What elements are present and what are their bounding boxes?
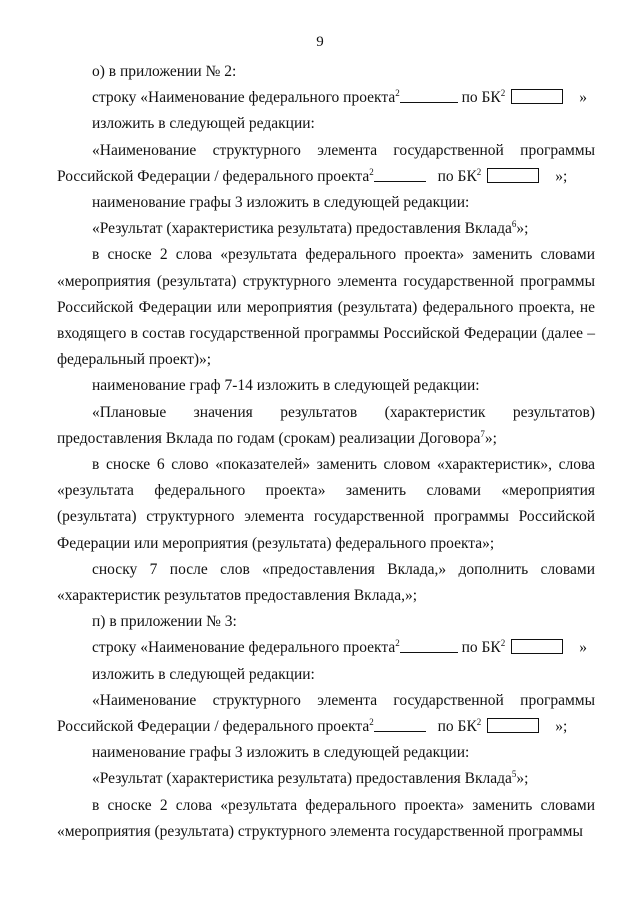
appendix3-original-line bbox=[57, 635, 595, 661]
footnote-ref: 2 bbox=[395, 638, 400, 649]
footnote-ref: 2 bbox=[369, 166, 374, 177]
text: о) в приложении № 2: bbox=[92, 63, 237, 80]
empty-box bbox=[511, 89, 563, 104]
text: »; bbox=[516, 220, 529, 238]
text: »; bbox=[555, 167, 568, 185]
empty-box bbox=[487, 718, 539, 733]
text-line: «Наименование структурного элемента государственной программы bbox=[92, 141, 595, 159]
text: Российской Федерации / федерального проекта bbox=[57, 167, 370, 185]
text-line bbox=[57, 635, 595, 661]
text: по БК bbox=[457, 89, 501, 107]
text: » bbox=[579, 89, 587, 107]
column3-new-name bbox=[57, 766, 595, 792]
appendix2-original-line bbox=[57, 85, 595, 111]
text-line bbox=[22, 164, 595, 190]
blank-underline bbox=[400, 638, 458, 653]
appendix3-new-text bbox=[57, 688, 595, 740]
blank-underline bbox=[374, 717, 426, 732]
footnote6-amendment: в сноске 6 слово «показателей» заменить словом «характеристик», слова «результата федерального проекта» заменить словами «мероприятия (результата) структурного элемента государственной программы Российской Федерации или мероприятия (результата) федерального проекта»; bbox=[57, 456, 595, 552]
text: строку «Наименование федерального проекта bbox=[92, 639, 396, 657]
page-number: 9 bbox=[316, 34, 324, 50]
text: Российской Федерации / федерального проекта bbox=[57, 718, 370, 736]
text: по БК bbox=[433, 167, 477, 185]
text: » bbox=[579, 639, 587, 657]
footnote2-amendment: в сноске 2 слова «результата федерального проекта» заменить словами «мероприятия (результата) структурного элемента государственной программы bbox=[57, 796, 595, 840]
instruction bbox=[57, 740, 595, 766]
text: «Результат (характеристика результата) предоставления Вклада bbox=[92, 220, 512, 238]
instruction bbox=[57, 662, 595, 688]
text: »; bbox=[555, 718, 568, 736]
text: изложить в следующей редакции: bbox=[92, 665, 315, 683]
footnote-ref: 2 bbox=[395, 88, 400, 99]
text: »; bbox=[516, 770, 529, 788]
footnote-ref: 2 bbox=[369, 717, 374, 728]
empty-box bbox=[487, 168, 539, 183]
columns7-14-new-name bbox=[57, 400, 595, 452]
footnote-ref: 5 bbox=[511, 769, 517, 780]
footnote-ref: 6 bbox=[511, 219, 517, 230]
text: «Плановые значения результатов (характеристик результатов) предоставления Вклада по годам (срокам) реализации Договора bbox=[57, 403, 595, 447]
text: строку «Наименование федерального проекта bbox=[92, 89, 396, 107]
instruction bbox=[57, 111, 595, 137]
appendix2-new-text bbox=[57, 138, 595, 190]
document-body bbox=[57, 59, 595, 845]
text-line bbox=[22, 714, 595, 740]
text: по БК bbox=[457, 639, 501, 657]
footnote-ref: 2 bbox=[476, 717, 482, 728]
text: по БК bbox=[433, 718, 477, 736]
footnote-ref: 2 bbox=[500, 88, 506, 99]
text: наименование графы 3 изложить в следующей редакции: bbox=[92, 194, 470, 212]
text: »; bbox=[484, 429, 497, 447]
text-line: «Наименование структурного элемента государственной программы bbox=[92, 691, 595, 709]
instruction bbox=[57, 190, 595, 216]
footnote2-amendment: в сноске 2 слова «результата федерального проекта» заменить словами «мероприятия (результата) структурного элемента государственной программы Российской Федерации или мероприятия (результата) федерального проекта, не входящего в состав государственной программы Российской Федерации (далее – федеральный проект)»; bbox=[57, 246, 595, 369]
item-o-heading bbox=[57, 59, 595, 85]
footnote-ref: 2 bbox=[500, 638, 506, 649]
text: наименование графы 3 изложить в следующей редакции: bbox=[92, 744, 470, 762]
blank-underline bbox=[374, 167, 426, 182]
column3-new-name bbox=[57, 216, 595, 242]
instruction bbox=[57, 373, 595, 399]
text: наименование граф 7-14 изложить в следующей редакции: bbox=[92, 377, 480, 395]
footnote-ref: 2 bbox=[476, 166, 482, 177]
item-p-heading bbox=[57, 609, 595, 635]
text: изложить в следующей редакции: bbox=[92, 115, 315, 133]
text: п) в приложении № 3: bbox=[92, 613, 237, 631]
footnote-ref: 7 bbox=[480, 428, 485, 439]
blank-underline bbox=[400, 88, 458, 103]
text-line bbox=[57, 85, 595, 111]
footnote7-amendment: сноску 7 после слов «предоставления Вклада,» дополнить словами «характеристик результатов предоставления Вклада,»; bbox=[57, 560, 595, 605]
empty-box bbox=[511, 639, 563, 654]
text: «Результат (характеристика результата) предоставления Вклада bbox=[92, 770, 512, 788]
